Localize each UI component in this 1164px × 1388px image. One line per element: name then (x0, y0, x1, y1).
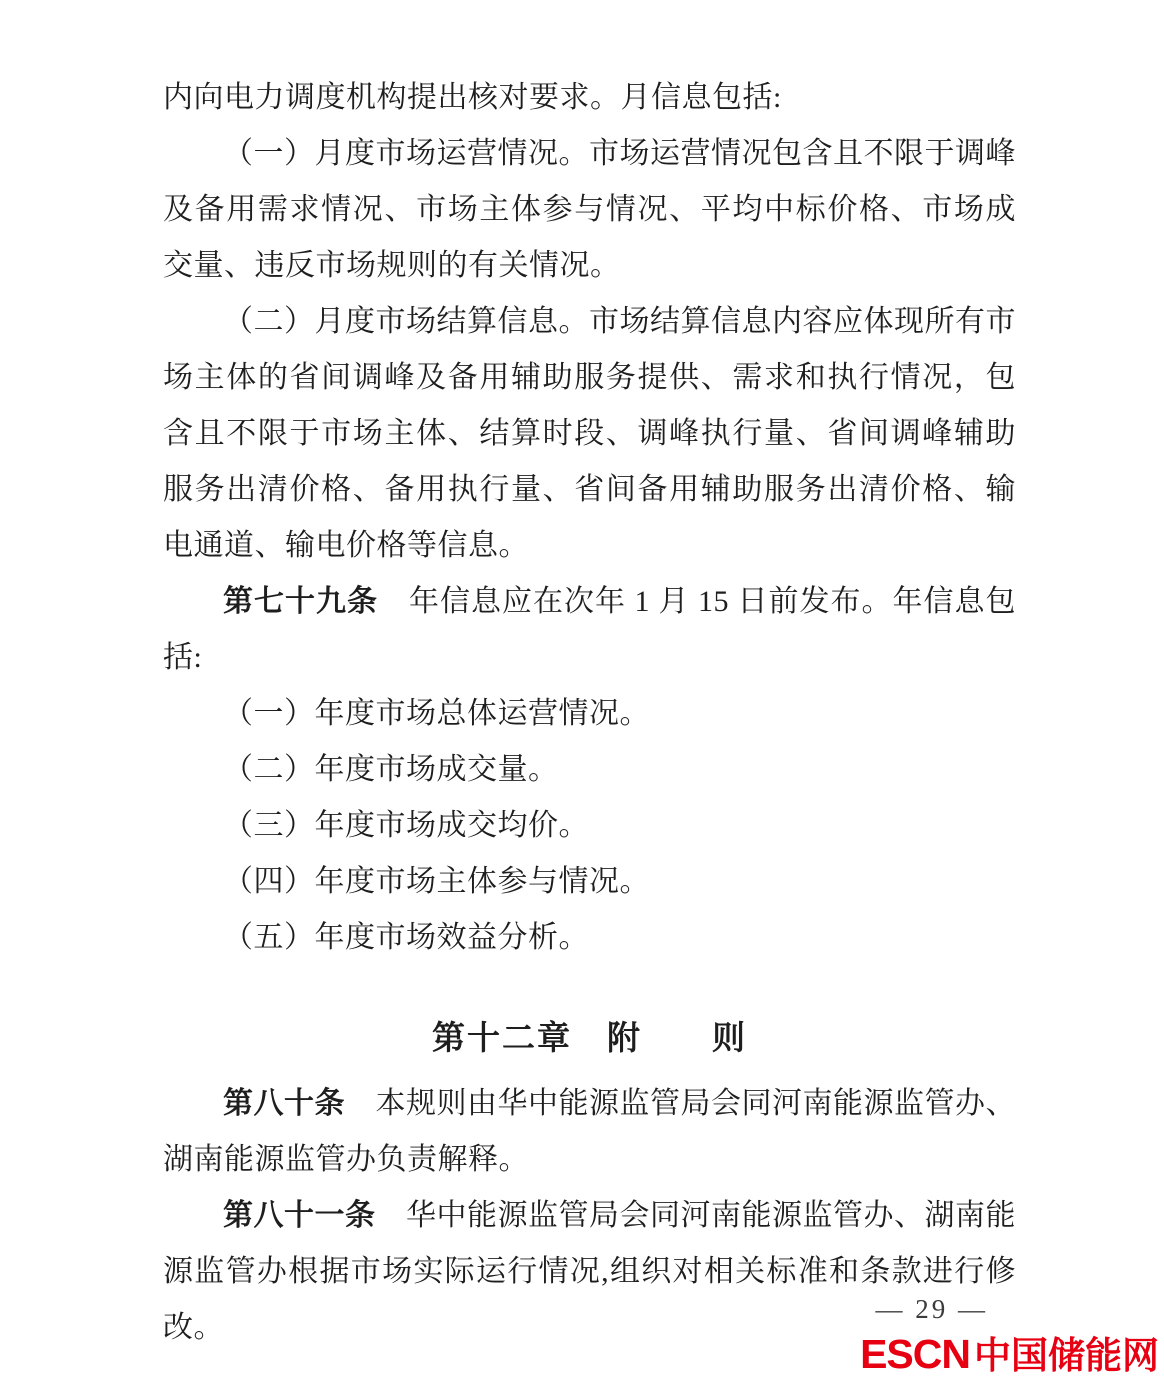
escn-logo-chinese: 中国储能网 (974, 1335, 1159, 1376)
page-number: — 29 — (875, 1294, 988, 1324)
paragraph-text: （一）月度市场运营情况。市场运营情况包含且不限于调峰及备用需求情况、市场主体参与情况、平均中标价格、市场成交量、违反市场规则的有关情况。 (163, 137, 1016, 282)
article-number: 第八十一条 (223, 1199, 376, 1232)
continuation-paragraph (163, 70, 1016, 126)
annual-info-item-4 (163, 854, 1016, 910)
chapter-12-heading: 第十二章 附 则 (432, 1019, 747, 1056)
article-number: 第七十九条 (223, 585, 378, 618)
document-body (163, 70, 1016, 1356)
annual-info-item-3 (163, 798, 1016, 854)
article-number: 第八十条 (223, 1087, 345, 1120)
annual-info-item-2 (163, 742, 1016, 798)
paragraph-text: （四）年度市场主体参与情况。 (223, 865, 650, 898)
escn-watermark-logo (860, 1331, 1159, 1377)
paragraph-text: 本规则由华中能源监管局会同河南能源监管办、湖南能源监管办负责解释。 (163, 1087, 1016, 1176)
annual-info-item-1 (163, 686, 1016, 742)
monthly-info-item-2 (163, 294, 1016, 574)
paragraph-text: （二）年度市场成交量。 (223, 753, 559, 786)
paragraph-text: 年信息应在次年 1 月 15 日前发布。年信息包括: (163, 585, 1016, 674)
paragraph-text: （一）年度市场总体运营情况。 (223, 697, 650, 730)
paragraph-text: （二）月度市场结算信息。市场结算信息内容应体现所有市场主体的省间调峰及备用辅助服务提供、需求和执行情况，包含且不限于市场主体、结算时段、调峰执行量、省间调峰辅助服务出清价格、备用执行量、省间备用辅助服务出清价格、输电通道、输电价格等信息。 (163, 305, 1016, 562)
annual-info-item-5 (163, 910, 1016, 966)
article-79-paragraph (163, 574, 1016, 686)
paragraph-text: 华中能源监管局会同河南能源监管办、湖南能源监管办根据市场实际运行情况,组织对相关标准和条款进行修改。 (163, 1199, 1016, 1344)
paragraph-text: （五）年度市场效益分析。 (223, 921, 589, 954)
article-80-paragraph (163, 1076, 1016, 1188)
paragraph-text: （三）年度市场成交均价。 (223, 809, 589, 842)
monthly-info-item-1 (163, 126, 1016, 294)
paragraph-text: 内向电力调度机构提出核对要求。月信息包括: (163, 81, 782, 114)
escn-logo-latin: ESCN (860, 1331, 970, 1377)
